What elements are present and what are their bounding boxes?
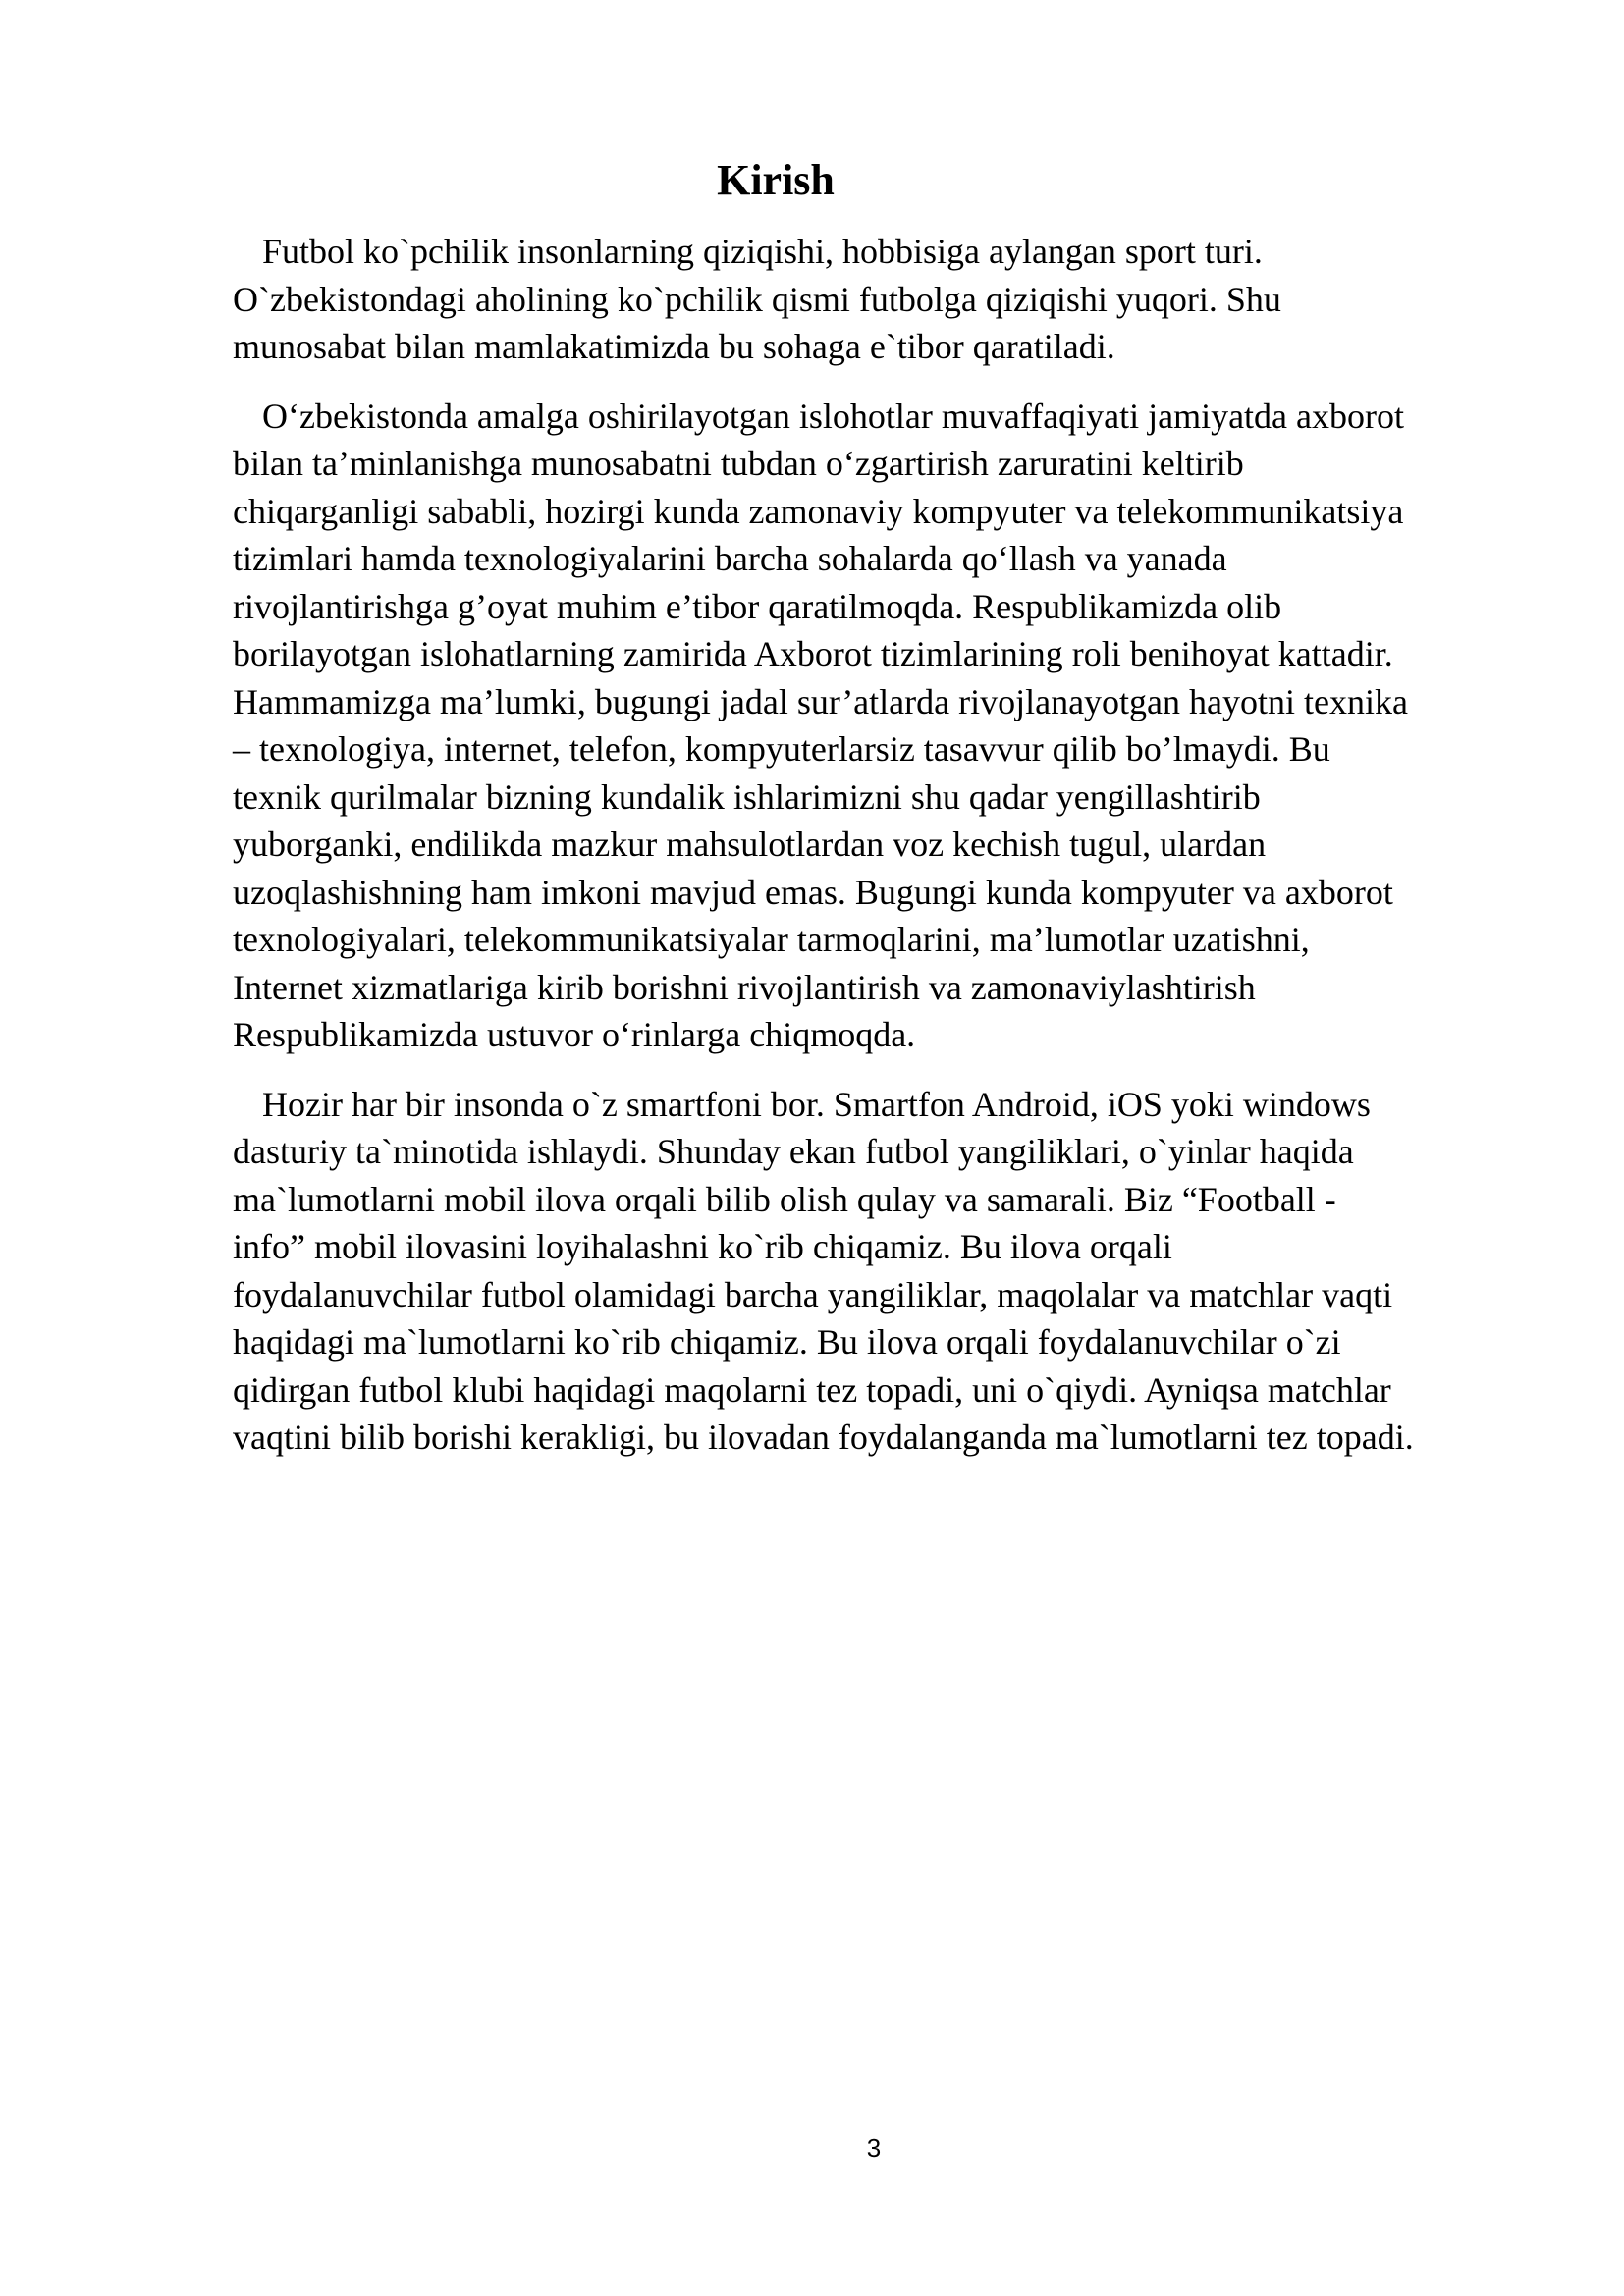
paragraph-2 [233, 393, 1509, 1059]
text-line: tizimlari hamda texnologiyalarini barcha sohalarda qo‘llash va yanada [233, 539, 1227, 578]
paragraph-3 [233, 1081, 1509, 1462]
page-number: 3 [866, 2133, 882, 2163]
text-line: haqidagi ma`lumotlarni ko`rib chiqamiz. Bu ilova orqali foydalanuvchilar o`zi [233, 1322, 1341, 1362]
text-line: texnologiyalari, telekommunikatsiyalar tarmoqlarini, ma’lumotlar uzatishni, [233, 920, 1310, 959]
text-line: foydalanuvchilar futbol olamidagi barcha yangiliklar, maqolalar va matchlar vaqti [233, 1274, 1393, 1314]
text-line: texnik qurilmalar bizning kundalik ishlarimizni shu qadar yengillashtirib [233, 776, 1261, 817]
text-line: chiqarganligi sababli, hozirgi kunda zamonaviy kompyuter va telekommunikatsiya [233, 491, 1404, 531]
text-line: O‘zbekistonda amalga oshirilayotgan islohotlar muvaffaqiyati jamiyatda axborot [262, 396, 1405, 436]
text-line: borilayotgan islohatlarning zamirida Axborot tizimlarining roli benihoyat kattadir. [233, 634, 1393, 673]
text-line: Respublikamizda ustuvor o‘rinlarga chiqmoqda. [233, 1015, 916, 1054]
paragraph-1 [233, 228, 1509, 371]
text-line: O`zbekistondagi aholining ko`pchilik qismi futbolga qiziqishi yuqori. Shu [233, 279, 1281, 319]
text-line: yuborganki, endilikda mazkur mahsulotlardan voz kechish tugul, ulardan [233, 825, 1267, 864]
document-body [233, 228, 1509, 1483]
text-line: info” mobil ilovasini loyihalashni ko`rib chiqamiz. Bu ilova orqali [233, 1227, 1172, 1266]
text-line: Internet xizmatlariga kirib borishni rivojlantirish va zamonaviylashtirish [233, 967, 1256, 1007]
text-line: Hammamizga ma’lumki, bugungi jadal sur’atlarda rivojlanayotgan hayotni texnika [233, 681, 1408, 721]
text-line: ma`lumotlarni mobil ilova orqali bilib olish qulay va samarali. Biz “Football - [233, 1179, 1336, 1219]
page-title: Kirish [717, 156, 835, 204]
text-line: uzoqlashishning ham imkoni mavjud emas. Bugungi kunda kompyuter va axborot [233, 872, 1393, 912]
text-line: dasturiy ta`minotida ishlaydi. Shunday ekan futbol yangiliklari, o`yinlar haqida [233, 1132, 1354, 1171]
text-line: qidirgan futbol klubi haqidagi maqolarni tez topadi, uni o`qiydi. Ayniqsa matchlar [233, 1369, 1391, 1410]
text-line: rivojlantirishga g’oyat muhim e’tibor qaratilmoqda. Respublikamizda olib [233, 586, 1282, 626]
text-line: Hozir har bir insonda o`z smartfoni bor. Smartfon Android, iOS yoki windows [262, 1084, 1371, 1124]
text-line: munosabat bilan mamlakatimizda bu sohaga e`tibor qaratiladi. [233, 327, 1115, 366]
text-line: vaqtini bilib borishi kerakligi, bu ilovadan foydalanganda ma`lumotlarni tez topadi. [233, 1417, 1414, 1457]
text-line: – texnologiya, internet, telefon, kompyuterlarsiz tasavvur qilib bo’lmaydi. Bu [233, 729, 1330, 769]
text-line: bilan ta’minlanishga munosabatni tubdan o‘zgartirish zaruratini keltirib [233, 444, 1244, 483]
text-line: Futbol ko`pchilik insonlarning qiziqishi, hobbisiga aylangan sport turi. [262, 232, 1263, 271]
